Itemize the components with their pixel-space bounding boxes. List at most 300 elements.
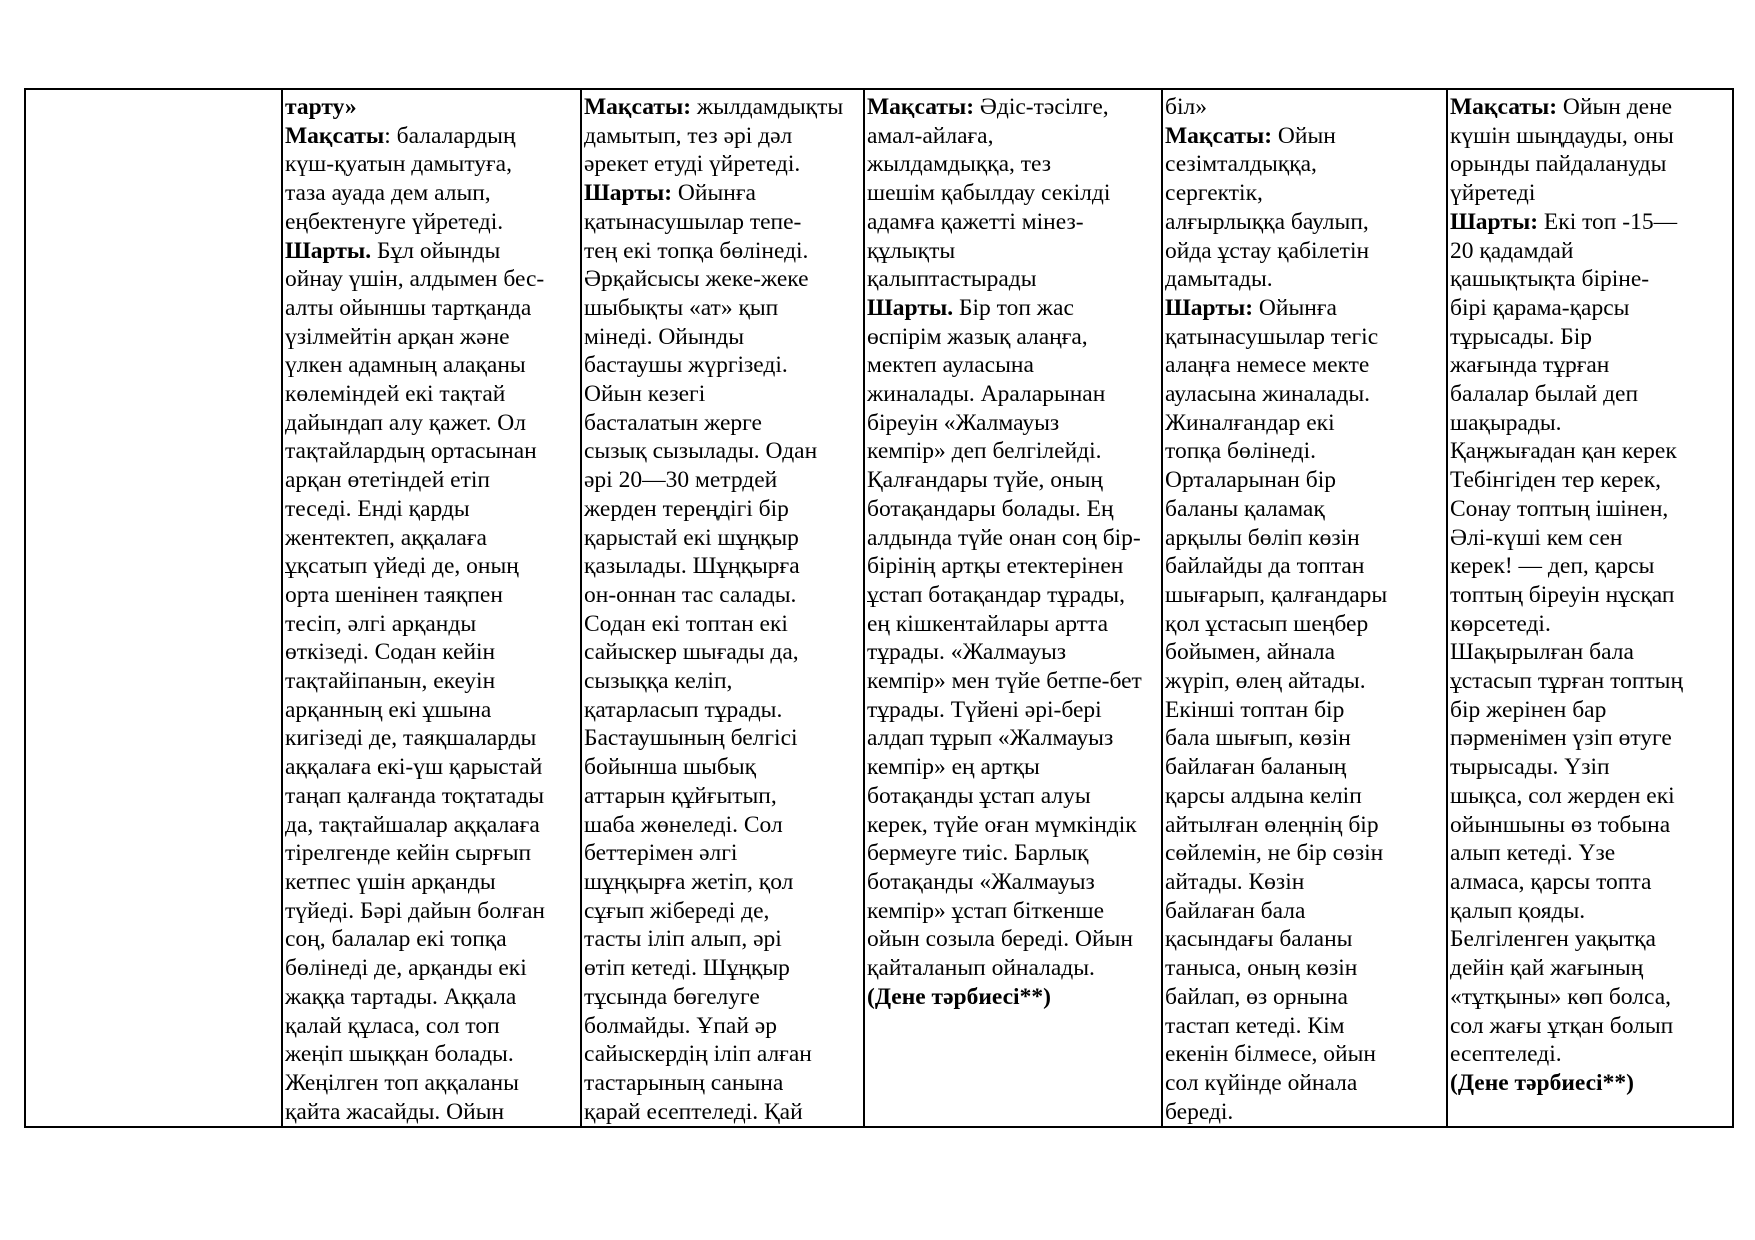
text-line bbox=[1165, 581, 1446, 610]
text-run: аттарын құйғытып, bbox=[584, 782, 777, 809]
text-line bbox=[1165, 524, 1446, 553]
text-line bbox=[867, 696, 1161, 725]
text-line bbox=[285, 179, 580, 208]
text-run: он-оннан тас салады. bbox=[584, 581, 797, 608]
text-line bbox=[285, 667, 580, 696]
text-run: кемпір» мен түйе бетпе-бет bbox=[867, 668, 1142, 695]
text-run: тұрады. Түйені әрі-бері bbox=[867, 696, 1102, 723]
text-line bbox=[1450, 351, 1732, 380]
text-line bbox=[584, 868, 863, 897]
text-line bbox=[1165, 610, 1446, 639]
text-line bbox=[285, 1098, 580, 1127]
text-run: сезімталдыққа, bbox=[1165, 151, 1317, 178]
text-line bbox=[1450, 868, 1732, 897]
text-run: тырысады. Үзіп bbox=[1450, 754, 1610, 781]
text-run: Әлі-күші кем сен bbox=[1450, 524, 1623, 551]
text-run: шақырады. bbox=[1450, 409, 1562, 436]
text-line bbox=[867, 122, 1161, 151]
text-run: үзілмейтін арқан және bbox=[285, 323, 510, 350]
bold-text-run: Шарты: bbox=[1450, 208, 1539, 235]
text-run: керек! — деп, қарсы bbox=[1450, 553, 1655, 580]
text-run: кемпір» ұстап біткенше bbox=[867, 897, 1105, 924]
text-line bbox=[867, 552, 1161, 581]
text-line bbox=[285, 610, 580, 639]
text-line bbox=[867, 524, 1161, 553]
text-run: таза ауада дем алып, bbox=[285, 180, 491, 207]
text-line bbox=[1450, 954, 1732, 983]
text-line bbox=[1450, 237, 1732, 266]
text-line bbox=[285, 409, 580, 438]
text-line bbox=[285, 925, 580, 954]
text-line bbox=[584, 667, 863, 696]
text-run: айтылған өлеңнің бір bbox=[1165, 811, 1379, 838]
text-run: ойыншыны өз тобына bbox=[1450, 811, 1671, 838]
text-line bbox=[1450, 983, 1732, 1012]
text-line bbox=[584, 1012, 863, 1041]
text-line bbox=[285, 983, 580, 1012]
text-line bbox=[1450, 265, 1732, 294]
text-line bbox=[285, 839, 580, 868]
text-run: жеңіп шыққан болады. bbox=[285, 1041, 514, 1068]
text-run: ойын созыла береді. Ойын bbox=[867, 926, 1133, 953]
text-line bbox=[285, 122, 580, 151]
text-run: ұстап ботақандар тұрады, bbox=[867, 581, 1125, 608]
text-run: жиналады. Араларынан bbox=[867, 381, 1106, 408]
text-run: қайталанып ойналады. bbox=[867, 955, 1095, 982]
text-run: ұқсатып үйеді де, оның bbox=[285, 553, 519, 580]
text-run: пәрменімен үзіп өтуге bbox=[1450, 725, 1672, 752]
text-line bbox=[1450, 811, 1732, 840]
text-run: шықса, сол жерден екі bbox=[1450, 782, 1675, 809]
text-run: сайыскер шығады да, bbox=[584, 639, 799, 666]
text-line bbox=[1450, 724, 1732, 753]
text-run: тақтайлардың ортасынан bbox=[285, 438, 537, 465]
text-run: қатарласып тұрады. bbox=[584, 696, 783, 723]
text-line bbox=[1450, 380, 1732, 409]
text-line bbox=[584, 782, 863, 811]
text-run: ең кішкентайлары артта bbox=[867, 610, 1109, 637]
text-run: «тұтқыны» көп болса, bbox=[1450, 983, 1672, 1010]
text-run: бірі қарама-қарсы bbox=[1450, 294, 1630, 321]
text-run: топтың біреуін нұсқап bbox=[1450, 581, 1675, 608]
text-run: Екі топ -15— bbox=[1538, 208, 1678, 235]
text-run: кигізеді де, таяқшаларды bbox=[285, 725, 537, 752]
text-line bbox=[584, 753, 863, 782]
text-line bbox=[1165, 93, 1446, 122]
text-run: болмайды. Ұпай әр bbox=[584, 1012, 777, 1039]
text-run: баланы қаламақ bbox=[1165, 495, 1325, 522]
text-run: : балалардың bbox=[384, 122, 516, 149]
text-line bbox=[867, 782, 1161, 811]
text-line bbox=[584, 724, 863, 753]
text-run: сөйлемін, не бір сөзін bbox=[1165, 840, 1384, 867]
text-run: бермеуге тиіс. Барлық bbox=[867, 840, 1089, 867]
text-run: ойнау үшін, алдымен бес- bbox=[285, 266, 545, 293]
bold-text-run: (Дене тәрбиесі**) bbox=[867, 983, 1051, 1010]
text-line bbox=[1165, 811, 1446, 840]
text-line bbox=[1450, 122, 1732, 151]
text-line bbox=[285, 1040, 580, 1069]
text-line bbox=[285, 150, 580, 179]
text-line bbox=[1450, 925, 1732, 954]
text-line bbox=[1450, 638, 1732, 667]
text-run: Әрқайсысы жеке-жеке bbox=[584, 266, 809, 293]
text-run: айтады. Көзін bbox=[1165, 868, 1305, 895]
text-run: басталатын жерге bbox=[584, 409, 762, 436]
text-run: байлаған бала bbox=[1165, 897, 1306, 924]
text-run: жаққа тартады. Аққала bbox=[285, 983, 517, 1010]
text-line bbox=[1165, 179, 1446, 208]
text-line bbox=[584, 437, 863, 466]
text-run: қазылады. Шұңқырға bbox=[584, 553, 800, 580]
text-run: Әдіс-тәсілге, bbox=[974, 94, 1109, 120]
bold-text-run: Мақсаты bbox=[285, 122, 385, 149]
text-run: арқан өтетіндей етіп bbox=[285, 467, 490, 494]
text-run: амал-айлаға, bbox=[867, 122, 994, 149]
text-line bbox=[1450, 524, 1732, 553]
text-line bbox=[1450, 897, 1732, 926]
text-line bbox=[1165, 437, 1446, 466]
text-line bbox=[584, 638, 863, 667]
bold-text-run: тарту» bbox=[285, 94, 357, 120]
text-line bbox=[584, 983, 863, 1012]
text-line bbox=[584, 696, 863, 725]
text-run: тақтайіпанын, екеуін bbox=[285, 668, 496, 695]
text-run: сайыскердің іліп алған bbox=[584, 1041, 812, 1068]
text-run: сұғып жібереді де, bbox=[584, 897, 770, 924]
games-table bbox=[24, 88, 1734, 1128]
text-run: беттерімен әлгі bbox=[584, 840, 738, 867]
text-line bbox=[1165, 925, 1446, 954]
text-line bbox=[584, 179, 863, 208]
text-run: бір жерінен бар bbox=[1450, 696, 1607, 723]
text-run: дамытып, тез әрі дәл bbox=[584, 122, 793, 149]
text-line bbox=[867, 93, 1161, 122]
text-run: жылдамдықты bbox=[691, 94, 844, 120]
text-run: Ойын bbox=[1272, 122, 1336, 149]
text-line bbox=[1165, 1069, 1446, 1098]
text-run: таныса, оның көзін bbox=[1165, 955, 1358, 982]
text-line bbox=[285, 811, 580, 840]
text-run: алдап тұрып «Жалмауыз bbox=[867, 725, 1114, 752]
text-line bbox=[285, 351, 580, 380]
bold-text-run: Мақсаты: bbox=[867, 94, 975, 120]
text-run: тұсында бөгелуге bbox=[584, 983, 760, 1010]
text-line bbox=[285, 552, 580, 581]
text-line bbox=[1165, 696, 1446, 725]
text-run: шаба жөнеледі. Сол bbox=[584, 811, 783, 838]
text-line bbox=[584, 323, 863, 352]
text-run: еңбектенуге үйретеді. bbox=[285, 208, 504, 235]
text-line bbox=[285, 495, 580, 524]
text-line bbox=[285, 696, 580, 725]
table-row bbox=[25, 89, 1733, 1127]
text-run: ауласына жиналады. bbox=[1165, 381, 1371, 408]
text-run: алмаса, қарсы топта bbox=[1450, 868, 1652, 895]
text-line bbox=[1165, 150, 1446, 179]
text-run: теседі. Енді қарды bbox=[285, 495, 470, 522]
text-line bbox=[1450, 1040, 1732, 1069]
text-line bbox=[285, 437, 580, 466]
text-run: ботақанды «Жалмауыз bbox=[867, 868, 1095, 895]
text-run: Ойынға bbox=[672, 180, 756, 207]
text-line bbox=[867, 954, 1161, 983]
text-line bbox=[285, 753, 580, 782]
text-line bbox=[867, 724, 1161, 753]
text-run: топқа бөлінеді. bbox=[1165, 438, 1317, 465]
text-run: дайындап алу қажет. Ол bbox=[285, 409, 527, 436]
text-run: қалай құласа, сол топ bbox=[285, 1012, 500, 1039]
text-line bbox=[1450, 93, 1732, 122]
text-line bbox=[1165, 638, 1446, 667]
text-line bbox=[1165, 667, 1446, 696]
text-run: қалыптастырады bbox=[867, 266, 1037, 293]
text-run: қол ұстасып шеңбер bbox=[1165, 610, 1369, 637]
table-cell-col0 bbox=[25, 89, 282, 1127]
text-run: дейін қай жағының bbox=[1450, 955, 1644, 982]
text-line bbox=[584, 1098, 863, 1127]
text-run: сызыққа келіп, bbox=[584, 668, 733, 695]
text-run: шығарып, қалғандары bbox=[1165, 581, 1388, 608]
text-run: орынды пайдалануды bbox=[1450, 151, 1667, 178]
text-run: ботақандары болады. Ең bbox=[867, 495, 1114, 522]
text-line bbox=[1165, 495, 1446, 524]
text-run: аққалаға екі-үш қарыстай bbox=[285, 754, 543, 781]
text-run: алып кетеді. Үзе bbox=[1450, 840, 1616, 867]
text-line bbox=[584, 495, 863, 524]
text-line bbox=[584, 122, 863, 151]
text-run: есептеледі. bbox=[1450, 1041, 1562, 1068]
text-run: тесіп, әлгі арқанды bbox=[285, 610, 477, 637]
text-run: түйеді. Бәрі дайын болған bbox=[285, 897, 546, 924]
bold-text-run: Мақсаты: bbox=[1165, 122, 1273, 149]
text-line bbox=[285, 581, 580, 610]
text-line bbox=[1450, 839, 1732, 868]
text-run: жылдамдыққа, тез bbox=[867, 151, 1052, 178]
text-line bbox=[867, 638, 1161, 667]
text-line bbox=[867, 409, 1161, 438]
text-run: қарыстай екі шұңқыр bbox=[584, 524, 799, 551]
text-run: мінеді. Ойынды bbox=[584, 323, 744, 350]
text-line bbox=[867, 437, 1161, 466]
text-line bbox=[1165, 782, 1446, 811]
text-line bbox=[867, 495, 1161, 524]
text-run: Орталарынан бір bbox=[1165, 467, 1336, 494]
text-line bbox=[1450, 696, 1732, 725]
text-line bbox=[584, 237, 863, 266]
text-line bbox=[285, 524, 580, 553]
text-line bbox=[285, 466, 580, 495]
text-run: көлеміндей екі тақтай bbox=[285, 381, 506, 408]
text-run: жағында тұрған bbox=[1450, 352, 1610, 379]
text-line bbox=[584, 265, 863, 294]
table-cell-col4 bbox=[1162, 89, 1447, 1127]
text-line bbox=[1165, 897, 1446, 926]
text-run: Белгіленген уақытқа bbox=[1450, 926, 1656, 953]
text-line bbox=[1450, 294, 1732, 323]
text-run: сергектік, bbox=[1165, 180, 1263, 207]
text-line bbox=[1450, 179, 1732, 208]
text-run: соң, балалар екі топқа bbox=[285, 926, 507, 953]
text-run: адамға қажетті мінез- bbox=[867, 208, 1084, 235]
text-line bbox=[285, 1069, 580, 1098]
text-line bbox=[285, 294, 580, 323]
text-line bbox=[1165, 1098, 1446, 1127]
text-line bbox=[584, 1069, 863, 1098]
text-run: байлайды да топтан bbox=[1165, 553, 1365, 580]
bold-text-run: Шарты: bbox=[1165, 294, 1254, 321]
text-run: әрі 20—30 метрдей bbox=[584, 467, 778, 494]
text-line bbox=[1165, 983, 1446, 1012]
text-run: Сонау топтың ішінен, bbox=[1450, 495, 1669, 522]
text-line bbox=[584, 93, 863, 122]
text-line bbox=[867, 237, 1161, 266]
text-line bbox=[1450, 1069, 1732, 1098]
text-run: Бастаушының белгісі bbox=[584, 725, 798, 752]
text-line bbox=[867, 897, 1161, 926]
text-run: өткізеді. Содан кейін bbox=[285, 639, 496, 666]
text-line bbox=[584, 380, 863, 409]
bold-text-run: (Дене тәрбиесі**) bbox=[1450, 1069, 1634, 1096]
text-run: өтіп кетеді. Шұңқыр bbox=[584, 955, 790, 982]
text-run: байлаған баланың bbox=[1165, 754, 1347, 781]
text-run: ұстасып тұрған топтың bbox=[1450, 668, 1684, 695]
text-line bbox=[584, 150, 863, 179]
text-run: шешім қабылдау секілді bbox=[867, 180, 1111, 207]
text-run: екенін білмесе, ойын bbox=[1165, 1041, 1376, 1068]
text-run: Бір топ жас bbox=[953, 294, 1074, 321]
text-run: қалып қояды. bbox=[1450, 897, 1586, 924]
text-line bbox=[867, 839, 1161, 868]
text-line bbox=[285, 237, 580, 266]
text-line bbox=[584, 897, 863, 926]
text-run: алты ойыншы тартқанда bbox=[285, 294, 532, 321]
text-line bbox=[867, 466, 1161, 495]
text-run: Қаңжығадан қан керек bbox=[1450, 438, 1677, 465]
text-line bbox=[584, 954, 863, 983]
text-line bbox=[867, 380, 1161, 409]
text-run: қатынасушылар тегіс bbox=[1165, 323, 1379, 350]
text-line bbox=[1165, 868, 1446, 897]
text-run: Екінші топтан бір bbox=[1165, 696, 1345, 723]
text-run: кемпір» ең артқы bbox=[867, 754, 1040, 781]
text-line bbox=[584, 581, 863, 610]
text-line bbox=[1450, 495, 1732, 524]
text-run: үйретеді bbox=[1450, 180, 1536, 207]
table-cell-col2 bbox=[581, 89, 864, 1127]
text-line bbox=[285, 897, 580, 926]
text-run: сызық сызылады. Одан bbox=[584, 438, 818, 465]
text-run: орта шенінен таяқпен bbox=[285, 581, 503, 608]
text-line bbox=[867, 925, 1161, 954]
text-run: кемпір» деп белгілейді. bbox=[867, 438, 1102, 465]
text-run: тұрады. «Жалмауыз bbox=[867, 639, 1067, 666]
text-line bbox=[584, 409, 863, 438]
text-run: шыбықты «ат» қып bbox=[584, 294, 779, 321]
text-run: да, тақтайшалар аққалаға bbox=[285, 811, 540, 838]
text-line bbox=[1165, 839, 1446, 868]
text-run: арқылы бөліп көзін bbox=[1165, 524, 1360, 551]
text-line bbox=[867, 323, 1161, 352]
text-run: ойда ұстау қабілетін bbox=[1165, 237, 1370, 264]
text-run: күш-қуатын дамытуға, bbox=[285, 151, 512, 178]
text-line bbox=[1450, 667, 1732, 696]
text-run: Содан екі топтан екі bbox=[584, 610, 788, 637]
text-line bbox=[584, 839, 863, 868]
text-line bbox=[1165, 323, 1446, 352]
text-line bbox=[1165, 466, 1446, 495]
text-run: байлап, өз орнына bbox=[1165, 983, 1348, 1010]
text-line bbox=[867, 610, 1161, 639]
text-line bbox=[285, 782, 580, 811]
text-run: тірелгенде кейін сырғып bbox=[285, 840, 532, 867]
text-run: Шақырылған бала bbox=[1450, 639, 1634, 666]
text-line bbox=[867, 208, 1161, 237]
text-run: бала шығып, көзін bbox=[1165, 725, 1351, 752]
text-run: құлықты bbox=[867, 237, 956, 264]
text-line bbox=[1165, 1040, 1446, 1069]
text-line bbox=[1165, 380, 1446, 409]
text-run: алдында түйе онан соң бір- bbox=[867, 524, 1141, 551]
text-run: арқанның екі ұшына bbox=[285, 696, 492, 723]
text-line bbox=[867, 179, 1161, 208]
text-line bbox=[584, 925, 863, 954]
text-run: сол күйінде ойнала bbox=[1165, 1069, 1358, 1096]
bold-text-run: Шарты. bbox=[867, 294, 954, 321]
text-run: бойымен, айнала bbox=[1165, 639, 1336, 666]
text-run: үлкен адамның алақаны bbox=[285, 352, 526, 379]
text-line bbox=[1450, 409, 1732, 438]
text-run: Жиналғандар екі bbox=[1165, 409, 1335, 436]
text-run: Ойын кезегі bbox=[584, 381, 706, 408]
text-run: Тебінгіден тер керек, bbox=[1450, 467, 1662, 494]
text-line bbox=[1165, 294, 1446, 323]
text-run: тең екі топқа бөлінеді. bbox=[584, 237, 809, 264]
bold-text-run: Шарты. bbox=[285, 237, 372, 264]
text-line bbox=[584, 208, 863, 237]
text-run: алғырлыққа баулып, bbox=[1165, 208, 1369, 235]
text-run: бастаушы жүргізеді. bbox=[584, 352, 788, 379]
text-line bbox=[285, 93, 580, 122]
text-line bbox=[584, 811, 863, 840]
text-run: тасты іліп алып, әрі bbox=[584, 926, 782, 953]
text-line bbox=[285, 724, 580, 753]
text-line bbox=[1165, 265, 1446, 294]
text-line bbox=[584, 552, 863, 581]
text-line bbox=[867, 265, 1161, 294]
text-run: қайта жасайды. Ойын bbox=[285, 1098, 505, 1125]
text-run: дамытады. bbox=[1165, 266, 1273, 293]
text-line bbox=[867, 868, 1161, 897]
text-line bbox=[584, 524, 863, 553]
text-line bbox=[584, 466, 863, 495]
text-run: таңап қалғанда тоқтатады bbox=[285, 782, 545, 809]
text-run: балалар былай деп bbox=[1450, 381, 1639, 408]
text-run: бөлінеді де, арқанды екі bbox=[285, 955, 527, 982]
text-run: тұрысады. Бір bbox=[1450, 323, 1592, 350]
text-line bbox=[867, 753, 1161, 782]
text-line bbox=[1165, 409, 1446, 438]
text-run: алаңға немесе мекте bbox=[1165, 352, 1370, 379]
text-line bbox=[1450, 208, 1732, 237]
text-line bbox=[1165, 237, 1446, 266]
text-run: көрсетеді. bbox=[1450, 610, 1551, 637]
text-line bbox=[285, 638, 580, 667]
text-run: мектеп ауласына bbox=[867, 352, 1034, 379]
text-line bbox=[1450, 323, 1732, 352]
text-run: кетпес үшін арқанды bbox=[285, 868, 496, 895]
text-line bbox=[867, 667, 1161, 696]
